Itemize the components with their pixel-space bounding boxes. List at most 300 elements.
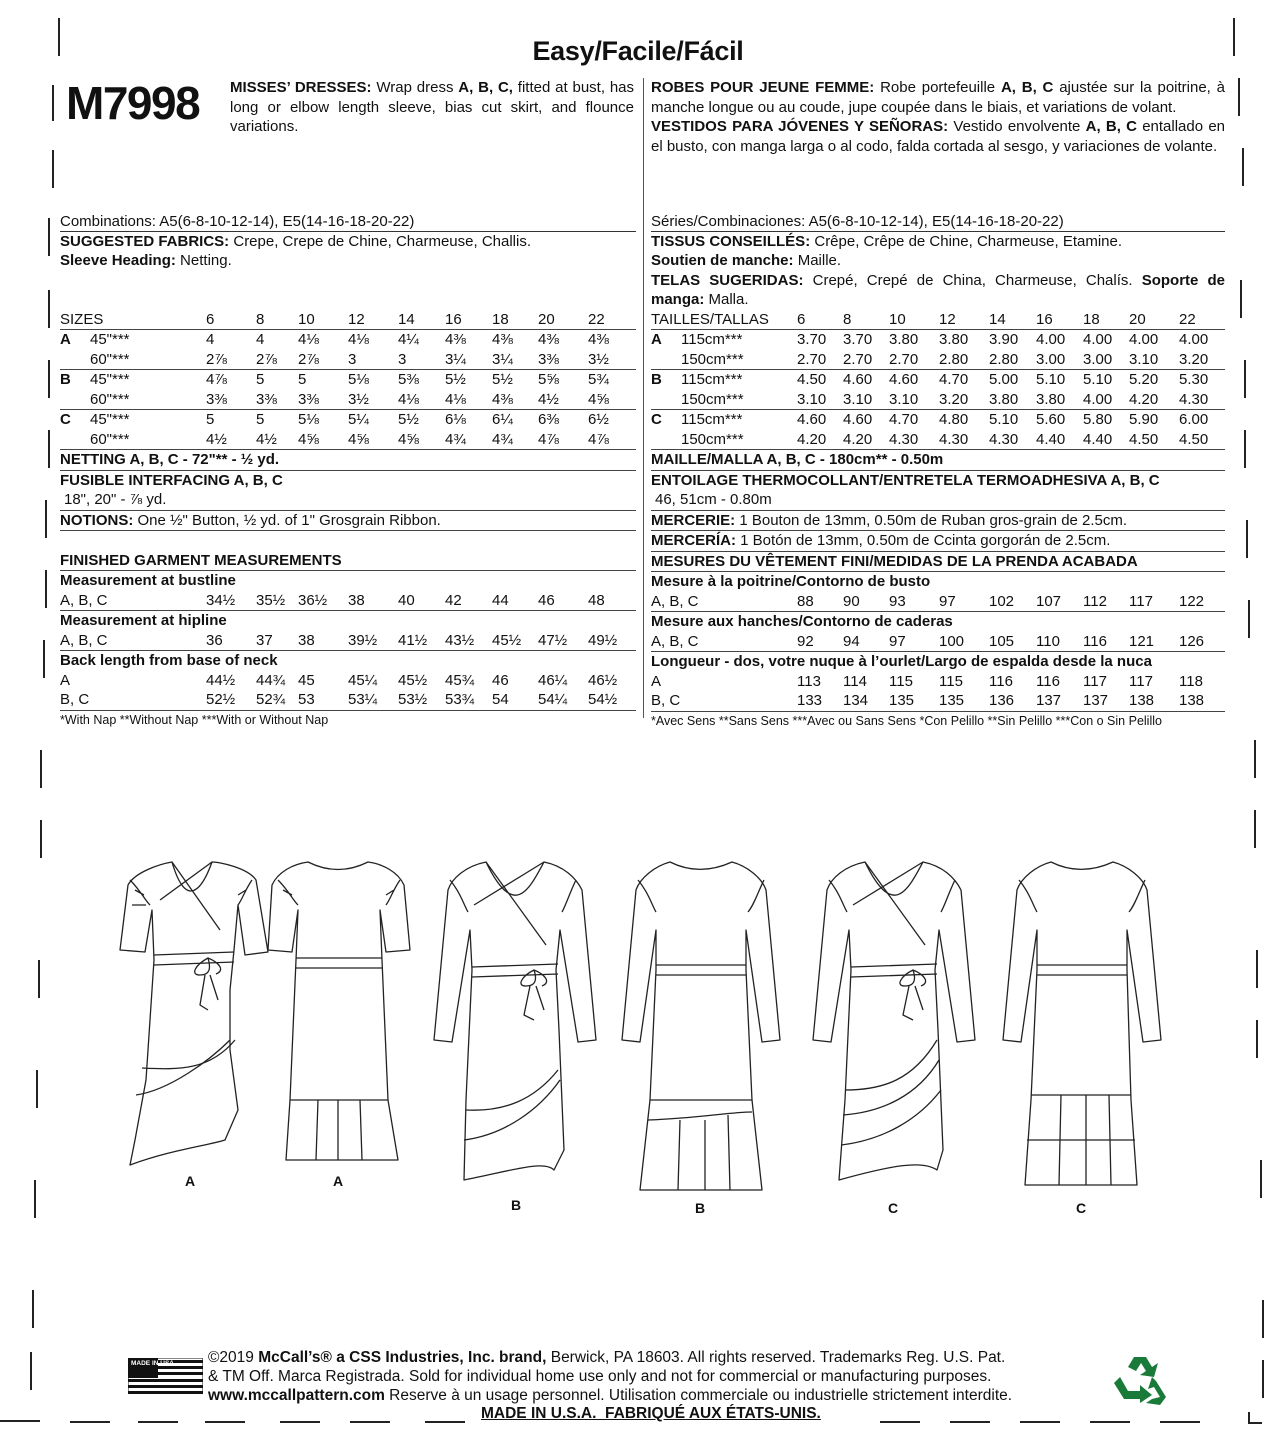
size-header: 10 <box>298 310 315 328</box>
cell: 36 <box>206 631 223 649</box>
size-header: 14 <box>398 310 415 328</box>
cell: 5½ <box>492 371 513 388</box>
cell: 40 <box>398 591 415 609</box>
size-header: 6 <box>797 310 806 328</box>
page-title: Easy/Facile/Fácil <box>532 36 744 66</box>
cell: 5.60 <box>1036 411 1066 428</box>
cell: 6⅛ <box>445 411 466 428</box>
cell: 135 <box>939 692 965 709</box>
cell: 110 <box>1036 632 1060 650</box>
figure-a-wrap-front <box>120 862 268 1165</box>
cell: 2.70 <box>889 350 919 368</box>
description-es-views: A, B, C <box>1085 118 1137 135</box>
size-header: 22 <box>588 310 605 328</box>
cell: 45 <box>298 671 315 689</box>
soutien-text: Maille. <box>793 252 842 269</box>
cell: 5.90 <box>1129 411 1159 428</box>
copyright-year: ©2019 <box>208 1349 259 1366</box>
cell: 4 <box>206 331 215 348</box>
cell: 53½ <box>398 691 428 708</box>
longueur-head: Longueur - dos, votre nuque à l’ourlet/Largo de espalda desde la nuca <box>651 653 1152 670</box>
cell: 6⅜ <box>538 411 559 428</box>
cell: 4⅜ <box>445 331 466 348</box>
tissus-text: Crêpe, Crêpe de Chine, Charmeuse, Etamine. <box>810 232 1123 250</box>
figure-label: A <box>333 1173 344 1189</box>
nap-note: *With Nap **Without Nap ***With or Without Nap <box>60 712 329 727</box>
back-length-head: Back length from base of neck <box>60 652 278 669</box>
cell: 4½ <box>206 430 227 448</box>
cell: 135 <box>889 692 915 709</box>
cell: 3.00 <box>1036 350 1066 368</box>
cell: 4.00 <box>1179 331 1209 348</box>
size-header: 8 <box>256 310 265 328</box>
figure-b-wrap-front <box>434 862 596 1180</box>
cell: 116 <box>989 672 1013 690</box>
size-header: 18 <box>1083 310 1100 328</box>
merceria-text: 1 Botón de 13mm, 0.50m de Ccinta gorgorán de 2.5cm. <box>736 532 1111 549</box>
soporte-text: Malla. <box>704 291 749 308</box>
cell: 4⅝ <box>298 430 319 448</box>
cell: 44 <box>492 591 509 609</box>
row-label: A, B, C <box>651 632 699 650</box>
cell: 4.80 <box>939 411 969 428</box>
cell: 117 <box>1083 672 1107 690</box>
fabric-width: 150cm*** <box>681 350 744 368</box>
row-label: A, B, C <box>651 592 699 610</box>
cell: 5½ <box>445 371 466 388</box>
cell: 5 <box>256 371 265 388</box>
row-label: B, C <box>651 692 681 709</box>
cell: 116 <box>1036 672 1060 690</box>
mercerie-head: MERCERIE: <box>651 511 736 529</box>
cell: 5.00 <box>989 371 1019 388</box>
description-fr-head: ROBES POUR JEUNE FEMME: <box>651 79 875 96</box>
telas-head: TELAS SUGERIDAS: <box>651 271 804 289</box>
fabric-width: 45"*** <box>90 411 130 428</box>
cell: 3.80 <box>1036 390 1066 408</box>
cell: 35½ <box>256 591 286 609</box>
cell: 4.40 <box>1083 430 1113 448</box>
cell: 3 <box>348 350 357 368</box>
cell: 46½ <box>588 671 618 689</box>
cell: 44½ <box>206 671 236 689</box>
maille: MAILLE/MALLA A, B, C - 180cm** - 0.50m <box>651 450 1225 471</box>
cell: 4.30 <box>989 430 1019 448</box>
row-label: A, B, C <box>60 591 108 609</box>
cell: 105 <box>989 632 1015 650</box>
pattern-number: M7998 <box>66 77 200 129</box>
cell: 45¼ <box>348 671 378 689</box>
mercerie-text: 1 Bouton de 13mm, 0.50m de Ruban gros-grain de 2.5cm. <box>735 511 1128 529</box>
cell: 44¾ <box>256 671 286 689</box>
figure-b-back <box>622 862 780 1190</box>
cell: 137 <box>1083 692 1109 709</box>
cell: 2.70 <box>843 350 873 368</box>
cell: 5⅝ <box>538 371 559 388</box>
view-letter: B <box>60 371 71 388</box>
description-fr-text-1: Robe portefeuille <box>874 79 1001 96</box>
cell: 54½ <box>588 691 618 708</box>
combinations: Combinations: A5(6-8-10-12-14), E5(14-16-18-20-22) <box>60 213 415 230</box>
cell: 5.80 <box>1083 411 1113 428</box>
fabric-width: 150cm*** <box>681 390 744 408</box>
cell: 4⅛ <box>445 390 466 408</box>
cell: 4¾ <box>492 430 513 448</box>
cell: 93 <box>889 592 906 610</box>
cell: 4.60 <box>797 411 827 428</box>
figure-label: B <box>511 1197 522 1213</box>
cell: 4.20 <box>843 430 873 448</box>
cell: 4.20 <box>797 430 827 448</box>
website-link[interactable]: www.mccallpattern.com <box>208 1387 385 1404</box>
cell: 41½ <box>398 631 428 649</box>
soporte-head: Soporte de manga: <box>651 271 1226 308</box>
description-fr-text-2: ajustée sur la poitrine, à manche longue ou au coude, jupe coupée dans le biais, et variations de volant. <box>651 79 1226 116</box>
cell: 6½ <box>588 411 609 428</box>
cell: 4⅜ <box>492 390 513 408</box>
hip-head: Measurement at hipline <box>60 612 227 629</box>
cell: 4.30 <box>889 430 919 448</box>
sleeve-heading-head: Sleeve Heading: <box>60 252 176 269</box>
cell: 3½ <box>588 350 609 368</box>
size-header: 6 <box>206 310 215 328</box>
entoilage-text: 46, 51cm - 0.80m <box>655 491 772 508</box>
size-header: 12 <box>939 310 956 328</box>
cell: 4.00 <box>1129 331 1159 348</box>
cell: 3.20 <box>939 390 969 408</box>
cell: 117 <box>1129 592 1153 610</box>
cell: 5.10 <box>1036 371 1066 388</box>
cell: 5.10 <box>989 411 1019 428</box>
size-header: 20 <box>1129 310 1146 328</box>
cell: 2⅞ <box>256 350 277 368</box>
cell: 3.00 <box>1083 350 1113 368</box>
cell: 5¼ <box>348 411 369 428</box>
cell: 4.00 <box>1083 390 1113 408</box>
cell: 3.70 <box>797 331 827 348</box>
cell: 38 <box>348 591 365 609</box>
row-label: B, C <box>60 691 90 708</box>
size-header: 12 <box>348 310 365 328</box>
cell: 134 <box>843 692 869 709</box>
cell: 47½ <box>538 631 568 649</box>
cell: 4.00 <box>1083 331 1113 348</box>
cell: 3 <box>398 350 407 368</box>
description-es-text-2: entallado en el busto, con manga larga o al codo, falda cortada al sesgo, y variaciones de volante. <box>651 118 1226 155</box>
cell: 2⅞ <box>206 350 227 368</box>
cell: 46¼ <box>538 671 568 689</box>
row-label: A, B, C <box>60 631 108 649</box>
notions-text: One ½" Button, ½ yd. of 1" Grosgrain Ribbon. <box>133 511 441 529</box>
fabric-width: 45"*** <box>90 371 130 388</box>
telas-text: Crepé, Crepé de China, Charmeuse, Chalís. <box>803 271 1142 289</box>
cell: 4¾ <box>445 430 466 448</box>
interfacing-head: FUSIBLE INTERFACING A, B, C <box>60 471 283 489</box>
size-header: 18 <box>492 310 509 328</box>
cell: 49½ <box>588 631 618 649</box>
cell: 42 <box>445 591 462 609</box>
cell: 52¾ <box>256 691 286 708</box>
size-header: 16 <box>445 310 462 328</box>
description-es-head: VESTIDOS PARA JÓVENES Y SEÑORAS: <box>651 118 949 135</box>
cell: 137 <box>1036 692 1062 709</box>
cell: 115 <box>889 672 913 690</box>
cell: 4⅜ <box>538 331 559 348</box>
cell: 138 <box>1129 692 1155 709</box>
cell: 4.00 <box>1036 331 1066 348</box>
cell: 5¾ <box>588 371 609 388</box>
usa-flag-icon <box>128 1358 203 1394</box>
cell: 4⅝ <box>348 430 369 448</box>
cell: 100 <box>939 632 965 650</box>
cell: 45½ <box>398 671 428 689</box>
cell: 37 <box>256 631 273 649</box>
cell: 3.70 <box>843 331 873 348</box>
fabric-width: 60"*** <box>90 430 130 448</box>
fabric-width: 60"*** <box>90 350 130 368</box>
cell: 3.80 <box>889 331 919 348</box>
cell: 34½ <box>206 591 236 609</box>
cell: 116 <box>1083 632 1107 650</box>
row-label: A <box>60 671 71 689</box>
size-header: 14 <box>989 310 1006 328</box>
cell: 4.50 <box>1179 430 1209 448</box>
cell: 97 <box>889 632 906 650</box>
cell: 90 <box>843 592 860 610</box>
hanches-head: Mesure aux hanches/Contorno de caderas <box>651 613 953 630</box>
cell: 3½ <box>348 390 369 408</box>
cell: 54 <box>492 691 509 708</box>
cell: 4⅛ <box>298 331 319 348</box>
cell: 94 <box>843 632 860 650</box>
cell: 4.60 <box>889 371 919 388</box>
cell: 3.80 <box>989 390 1019 408</box>
cell: 3¼ <box>492 350 513 368</box>
description-en-text-1: Wrap dress <box>371 79 459 96</box>
cell: 5.20 <box>1129 371 1159 388</box>
cell: 52½ <box>206 691 236 708</box>
cell: 4¼ <box>398 331 419 348</box>
suggested-fabrics-head: SUGGESTED FABRICS: <box>60 232 230 250</box>
cell: 3⅜ <box>298 390 319 408</box>
cell: 117 <box>1129 672 1153 690</box>
cell: 5 <box>206 411 215 428</box>
cell: 115 <box>939 672 963 690</box>
suggested-fabrics-text: Crepe, Crepe de Chine, Charmeuse, Challis. <box>229 232 531 250</box>
cell: 3.20 <box>1179 350 1209 368</box>
cell: 38 <box>298 631 315 649</box>
figure-label: C <box>1076 1200 1087 1216</box>
view-letter: A <box>651 331 662 348</box>
cell: 4 <box>256 331 265 348</box>
cell: 136 <box>989 692 1015 709</box>
view-letter: A <box>60 331 71 348</box>
copyright-block <box>208 1348 1012 1405</box>
cell: 4⅜ <box>492 331 513 348</box>
cell: 133 <box>797 692 823 709</box>
cell: 122 <box>1179 592 1205 610</box>
cell: 107 <box>1036 592 1062 610</box>
cell: 2.70 <box>797 350 827 368</box>
view-letter: C <box>60 411 71 428</box>
size-header: 20 <box>538 310 555 328</box>
cell: 3⅜ <box>256 390 277 408</box>
cell: 2.80 <box>939 350 969 368</box>
cell: 2⅞ <box>298 350 319 368</box>
cell: 3.10 <box>843 390 873 408</box>
notions-head: NOTIONS: <box>60 511 134 529</box>
figure-label: B <box>695 1200 706 1216</box>
soutien-head: Soutien de manche: <box>651 252 794 269</box>
cell: 4⅛ <box>398 390 419 408</box>
cell: 3.10 <box>1129 350 1159 368</box>
netting: NETTING A, B, C - 72"** - ½ yd. <box>60 450 636 471</box>
cell: 3.10 <box>889 390 919 408</box>
cell: 5⅛ <box>348 371 369 388</box>
cell: 48 <box>588 591 605 609</box>
cell: 3.80 <box>939 331 969 348</box>
figure-a-back <box>268 862 410 1160</box>
cell: 126 <box>1179 632 1205 650</box>
description-fr-views: A, B, C <box>1000 79 1054 96</box>
sizes-label: TAILLES/TALLAS <box>651 310 769 328</box>
cell: 53¾ <box>445 691 475 708</box>
cell: 121 <box>1129 632 1155 650</box>
cell: 36½ <box>298 591 328 609</box>
size-header: 22 <box>1179 310 1196 328</box>
cell: 118 <box>1179 672 1203 690</box>
description-en-head: MISSES’ DRESSES: <box>230 79 372 96</box>
cell: 53¼ <box>348 691 378 708</box>
combinations-fr-es: Séries/Combinaciones: A5(6-8-10-12-14), E5(14-16-18-20-22) <box>651 213 1064 230</box>
fabric-width: 115cm*** <box>681 371 743 388</box>
cell: 45¾ <box>445 671 475 689</box>
view-letter: B <box>651 371 662 388</box>
sens-note: *Avec Sens **Sans Sens ***Avec ou Sans Sens *Con Pelillo **Sin Pelillo ***Con o Sin Pelillo <box>651 713 1162 728</box>
cell: 138 <box>1179 692 1205 709</box>
cell: 3¼ <box>445 350 466 368</box>
figure-c-back <box>1003 862 1161 1185</box>
cell: 4.50 <box>1129 430 1159 448</box>
row-label: A <box>651 672 662 690</box>
description-es-text-1: Vestido envolvente <box>948 118 1086 135</box>
cell: 4⅞ <box>588 430 609 448</box>
cell: 39½ <box>348 631 378 649</box>
cell: 5⅜ <box>398 371 419 388</box>
cell: 53 <box>298 691 315 708</box>
cell: 45½ <box>492 631 522 649</box>
view-letter: C <box>651 411 662 428</box>
cell: 43½ <box>445 631 475 649</box>
cell: 4.30 <box>1179 390 1209 408</box>
description-en-views: A, B, C, <box>458 79 513 96</box>
cell: 6.00 <box>1179 411 1209 428</box>
brand: McCall’s® a CSS Industries, Inc. brand, <box>258 1349 547 1366</box>
fabric-width: 115cm*** <box>681 331 743 348</box>
cell: 5 <box>298 371 307 388</box>
description-en-text-2: fitted at bust, has long or elbow length sleeve, bias cut skirt, and flounce variations. <box>230 79 635 135</box>
cell: 4⅜ <box>588 331 609 348</box>
fabric-width: 45"*** <box>90 331 130 348</box>
cell: 5⅛ <box>298 411 319 428</box>
cell: 5.10 <box>1083 371 1113 388</box>
sizes-label: SIZES <box>60 310 104 328</box>
cell: 3⅜ <box>538 350 559 368</box>
interfacing-text: 18", 20" - ⅞ yd. <box>64 491 167 508</box>
recycle-icon <box>1112 1353 1168 1405</box>
cell: 5.30 <box>1179 371 1209 388</box>
cell: 2.80 <box>989 350 1019 368</box>
size-header: 16 <box>1036 310 1053 328</box>
cell: 4.50 <box>797 371 827 388</box>
cell: 46 <box>492 671 509 689</box>
size-header: 8 <box>843 310 852 328</box>
cell: 46 <box>538 591 555 609</box>
cell: 5½ <box>398 411 419 428</box>
entoilage-head: ENTOILAGE THERMOCOLLANT/ENTRETELA TERMOADHESIVA A, B, C <box>651 471 1160 489</box>
cell: 4⅞ <box>206 371 227 388</box>
mesures-head: MESURES DU VÊTEMENT FINI/MEDIDAS DE LA PRENDA ACABADA <box>651 552 1225 573</box>
cell: 54¼ <box>538 691 568 708</box>
cell: 4.60 <box>843 371 873 388</box>
cell: 4⅝ <box>588 390 609 408</box>
cell: 4⅞ <box>538 430 559 448</box>
made-in-usa-badge: MADE IN USA <box>131 1360 174 1367</box>
cell: 4.30 <box>939 430 969 448</box>
copyright-line-2: & TM Off. Marca Registrada. Sold for individual home use only and not for commercial or manufacturing purposes. <box>208 1368 992 1385</box>
fabric-width: 60"*** <box>90 390 130 408</box>
sleeve-heading-text: Netting. <box>175 252 232 269</box>
cell: 92 <box>797 632 814 650</box>
copyright-line-3 <box>208 1386 1012 1405</box>
cell: 3.10 <box>797 390 827 408</box>
cell: 6¼ <box>492 411 513 428</box>
cell: 4⅝ <box>398 430 419 448</box>
copyright-line-3-text: Reserve à un usage personnel. Utilisation commerciale ou industrielle strictement interdite. <box>384 1387 1013 1404</box>
cell: 3.90 <box>989 331 1019 348</box>
cell: 4⅛ <box>348 331 369 348</box>
cell: 4.60 <box>843 411 873 428</box>
cell: 113 <box>797 672 821 690</box>
copyright-line-1-text: Berwick, PA 18603. All rights reserved. Trademarks Reg. U.S. Pat. <box>546 1349 1006 1366</box>
figure-label: C <box>888 1200 899 1216</box>
cell: 114 <box>843 672 867 690</box>
made-in-usa-line: MADE IN U.S.A. FABRIQUÉ AUX ÉTATS-UNIS. <box>481 1405 821 1422</box>
cell: 97 <box>939 592 956 610</box>
poitrine-head: Mesure à la poitrine/Contorno de busto <box>651 573 931 590</box>
figure-c-wrap-front <box>813 862 975 1180</box>
fgm-head: FINISHED GARMENT MEASUREMENTS <box>60 551 636 572</box>
cell: 4.20 <box>1129 390 1159 408</box>
size-header: 10 <box>889 310 906 328</box>
cell: 3⅜ <box>206 390 227 408</box>
bust-head: Measurement at bustline <box>60 572 236 589</box>
fabric-width: 150cm*** <box>681 430 744 448</box>
cell: 4½ <box>256 430 277 448</box>
figure-label: A <box>185 1173 196 1189</box>
merceria-head: MERCERÍA: <box>651 532 736 549</box>
tissus-head: TISSUS CONSEILLÉS: <box>651 232 811 250</box>
fabric-width: 115cm*** <box>681 411 743 428</box>
cell: 4.70 <box>939 371 969 388</box>
cell: 102 <box>989 592 1015 610</box>
copyright-line-1 <box>208 1348 1012 1367</box>
cell: 4½ <box>538 390 559 408</box>
cell: 88 <box>797 592 814 610</box>
cell: 112 <box>1083 592 1107 610</box>
cell: 5 <box>256 411 265 428</box>
cell: 4.70 <box>889 411 919 428</box>
